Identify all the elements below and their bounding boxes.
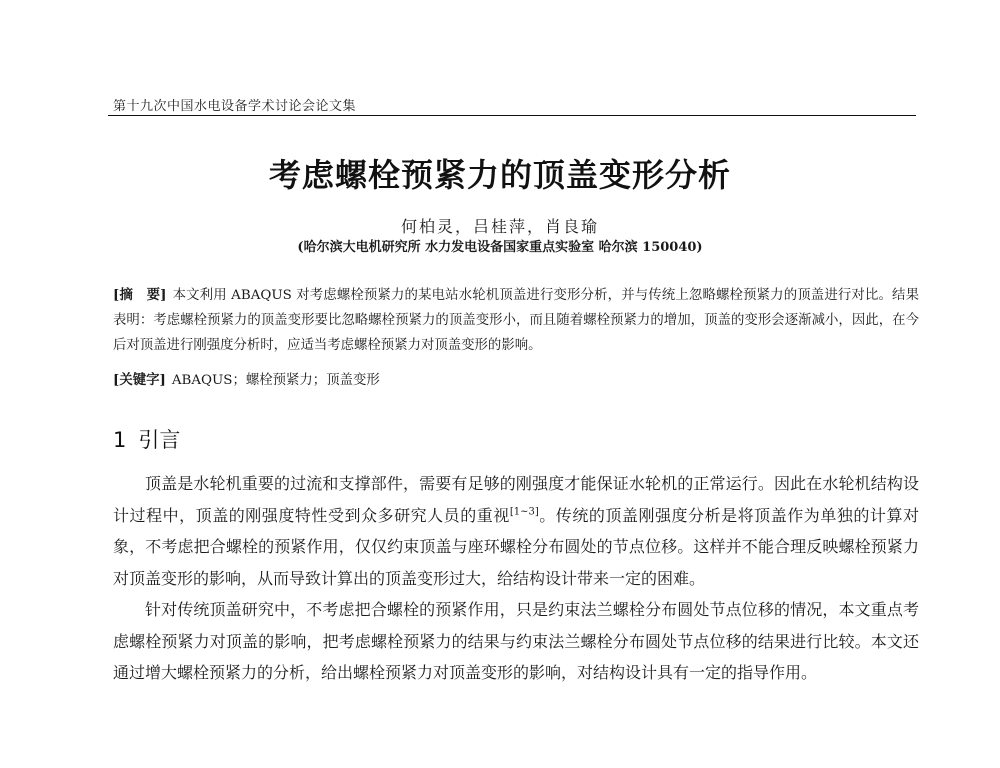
abstract [113,283,919,358]
section-heading [113,424,180,454]
paragraph-1 [113,468,919,594]
citation-ref: [1~3] [509,506,539,518]
header-rule [108,115,916,116]
abstract-label: [摘 要] [113,287,167,303]
paragraph-1-part-1: 顶盖是水轮机重要的过流和支撑部件，需要有足够的刚强度才能保证水轮机的正常运行。因此在水轮机结构设计过程中，顶盖的刚强度特性受到众多研究人员的重视 [113,474,919,525]
paper-title: 考虑螺栓预紧力的顶盖变形分析 [268,156,731,194]
authors: 何柏灵，吕桂萍，肖良瑜 [400,217,599,236]
abstract-text: 本文利用 ABAQUS 对考虑螺栓预紧力的某电站水轮机顶盖进行变形分析，并与传统上忽略螺栓预紧力的顶盖进行对比。结果表明：考虑螺栓预紧力的顶盖变形要比忽略螺栓预紧力的顶盖变形小，而且随着螺栓预紧力的增加，顶盖的变形会逐渐减小，因此，在今后对顶盖进行刚强度分析时，应适当考虑螺栓预紧力对顶盖变形的影响。 [113,288,919,353]
body-text [113,468,919,689]
paragraph-1-part-2: 。传统的顶盖刚强度分析是将顶盖作为单独的计算对象，不考虑把合螺栓的预紧作用，仅仅约束顶盖与座环螺栓分布圆处的节点位移。这样并不能合理反映螺栓预紧力对顶盖变形的影响，从而导致计算出的顶盖变形过大，给结构设计带来一定的困难。 [113,505,919,588]
affiliation: (哈尔滨大电机研究所 水力发电设备国家重点实验室 哈尔滨 150040) [297,240,703,255]
paragraph-2: 针对传统顶盖研究中，不考虑把合螺栓的预紧作用，只是约束法兰螺栓分布圆处节点位移的情况，本文重点考虑螺栓预紧力对顶盖的影响，把考虑螺栓预紧力的结果与约束法兰螺栓分布圆处节点位移的结果进行比较。本文还通过增大螺栓预紧力的分析，给出螺栓预紧力对顶盖变形的影响，对结构设计具有一定的指导作用。 [113,600,919,682]
keywords [113,368,919,393]
section-title: 引言 [138,428,181,452]
keywords-text: ABAQUS；螺栓预紧力；顶盖变形 [171,373,380,388]
keywords-label: [关键字] [113,372,166,388]
running-header: 第十九次中国水电设备学术讨论会论文集 [113,99,357,114]
section-number: 1 [113,428,127,452]
